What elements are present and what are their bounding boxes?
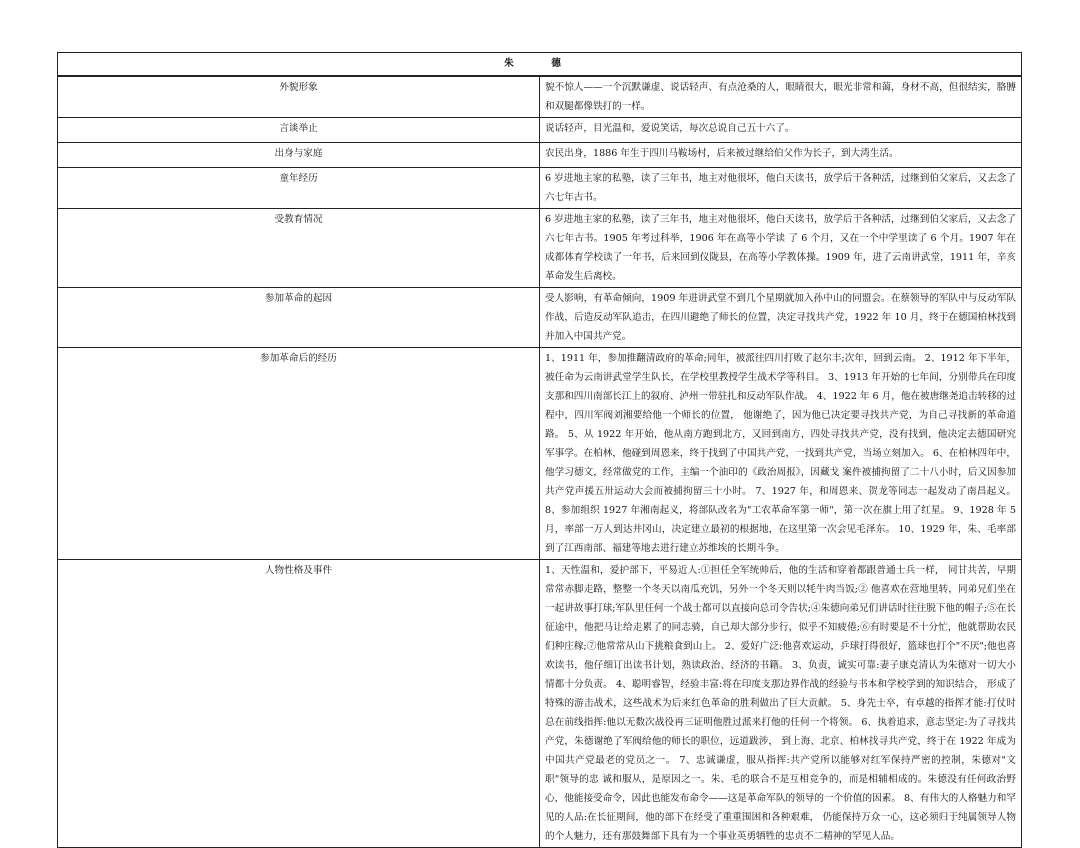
label-childhood: 童年经历 <box>58 168 540 209</box>
label-speech: 言谈举止 <box>58 118 540 143</box>
text-education: 6 岁进地主家的私塾，读了三年书，地主对他很坏，他白天读书，放学后干各种活，过继到伯父家后，又去念了六七年古书。1905 年考过科举，1906 年在高等小学读 了 6 个月，又在一个中学里读了 6 个月。1907 年在成都体育学校读了一年书，后来回到仪陇县，在高等小学教体操。1909 年，进了云南讲武堂，1911 年，辛亥革命发生后离校。 <box>540 209 1022 288</box>
text-speech: 说话轻声，目光温和，爱说笑话，每次总说自己五十六了。 <box>540 118 1022 143</box>
text-personality: 1、天性温和，爱护部下，平易近人:①担任全军统帅后，他的生活和穿着都跟普通士兵一样， 同甘共苦，早期常常赤脚走路，整整一个冬天以南瓜充饥，另外一个冬天则以牦牛肉当饭;② 他喜欢在营地里转，同弟兄们坐在一起讲故事打球;军队里任何一个战士都可以直接向总司令告状;④朱德向弟兄们讲话时往往脱下他的帽子;⑤在长征途中，他把马让给走累了的同志骑，自己却大部分步行，似乎不知疲倦;⑥有时要是不十分忙，他就帮助农民们种庄稼;⑦他常常从山下挑粮食到山上。 2、爱好广泛:他喜欢运动，乒球打得很好，篮球也打个"不厌";他也喜欢读书，他仔细订出读书计划，熟读政治、经济的书籍。 3、负责，诚实可靠:妻子康克清认为朱德对一切大小情都十分负责。 4、聪明睿智，经验丰富:将在印度支那边界作战的经验与书本和学校学到的知识结合， 形成了特殊的游击战术，这些战术为后来红色革命的胜利做出了巨大贡献。 5、身先士卒，有卓越的指挥才能:打仗时总在前线指挥:他以无数次战役再三证明他胜过派来打他的任何一个将领。 6、执着追求，意志坚定:为了寻找共产党，朱德谢绝了军阀给他的师长的职位，远道跋涉， 到上海、北京、柏林找寻共产党，终于在 1922 年成为中国共产党最老的党员之一。 7、忠诚谦虚，服从指挥:共产党所以能够对红军保持严密的控制，朱德对"文职"领导的忠 诚和服从，是原因之一。朱、毛的联合不是互相竞争的，而是相辅相成的。朱德没有任何政治野心，他能接受命令，因此也能发布命令——这是革命军队的领导的一个价值的因素。 8、有伟大的人格魅力和罕见的人品:在长征期间，他的部下在经受了重重围困和各种艰难， 仍能保持万众一心，这必须归于纯属领导人物的个人魅力，还有那鼓舞部下具有为一个事业英勇牺牲的忠贞不二精神的罕见人品。 <box>540 560 1022 848</box>
table-title: 朱 德 <box>58 53 1022 77</box>
label-education: 受教育情况 <box>58 209 540 288</box>
text-revolution-cause: 受人影响，有革命倾向，1909 年进讲武堂不到几个星期就加入孙中山的同盟会。在蔡领导的军队中与反动军队作战，后造反动军队追击，在四川避绝了师长的位置，决定寻找共产党，1922 年 10 月，终于在德国柏林找到并加入中国共产党。 <box>540 288 1022 348</box>
text-family: 农民出身，1886 年生于四川马鞍场村，后来被过继给伯父作为长子，到大湾生活。 <box>540 143 1022 168</box>
row-family <box>58 143 1022 168</box>
title-row <box>58 53 1022 77</box>
label-personality: 人物性格及事件 <box>58 560 540 848</box>
text-childhood: 6 岁进地主家的私塾，读了三年书，地主对他很坏，他白天读书，放学后干各种活，过继到伯父家后，又去念了六七年古书。 <box>540 168 1022 209</box>
text-revolution-experience: 1、1911 年，参加推翻清政府的革命;同年，被派往四川打败了赵尔丰;次年，回到云南。 2、1912 年下半年，被任命为云南讲武堂学生队长，在学校里教授学生战术学等科目。 3、1913 年开始的七年间，分别带兵在印度支那和四川南部长江上的叙府、泸州一带驻扎和反动军队作战。 4、1922 年 6 月，他在被唐继尧追击转移的过程中，四川军阀刘湘要给他一个师长的位置， 他谢绝了，因为他已决定要寻找共产党，为自己寻找新的革命道路。 5、从 1922 年开始，他从南方跑到北方，又回到南方，四处寻找共产党，没有找到，他决定去德国研究军事学。在柏林，他碰到周恩来，终于找到了中国共产党，一找到共产党，当场立刻加入。 6、在柏林四年中，他学习德文，经常做党的工作，主编一个油印的《政治周报》，因藏戈 案件被捕拘留了二十八小时，后又因参加共产党声援五卅运动大会而被捕拘留三十小时。 7、1927 年，和周恩来、贺龙等同志一起发动了南昌起义。 8、参加组织 1927 年湘南起义，将部队改名为"工农革命军第一师"，第一次在旗上用了红星。 9、1928 年 5 月，率部一万人到达井冈山，决定建立最初的根据地，在这里第一次会见毛泽东。 10、1929 年，朱、毛率部到了江西南部、福建等地去进行建立苏维埃的长期斗争。 <box>540 348 1022 560</box>
row-revolution-experience <box>58 348 1022 560</box>
label-revolution-experience: 参加革命后的经历 <box>58 348 540 560</box>
label-appearance: 外貌形象 <box>58 76 540 118</box>
row-appearance <box>58 76 1022 118</box>
row-revolution-cause <box>58 288 1022 348</box>
row-speech <box>58 118 1022 143</box>
profile-table <box>57 52 1022 848</box>
row-personality <box>58 560 1022 848</box>
text-appearance: 貌不惊人——一个沉默谦虚、说话轻声、有点沧桑的人，眼睛很大，眼光非常和蔼，身材不高，但很结实，胳膊和双腿都像铁打的一样。 <box>540 76 1022 118</box>
row-childhood <box>58 168 1022 209</box>
label-family: 出身与家庭 <box>58 143 540 168</box>
label-revolution-cause: 参加革命的起因 <box>58 288 540 348</box>
row-education <box>58 209 1022 288</box>
